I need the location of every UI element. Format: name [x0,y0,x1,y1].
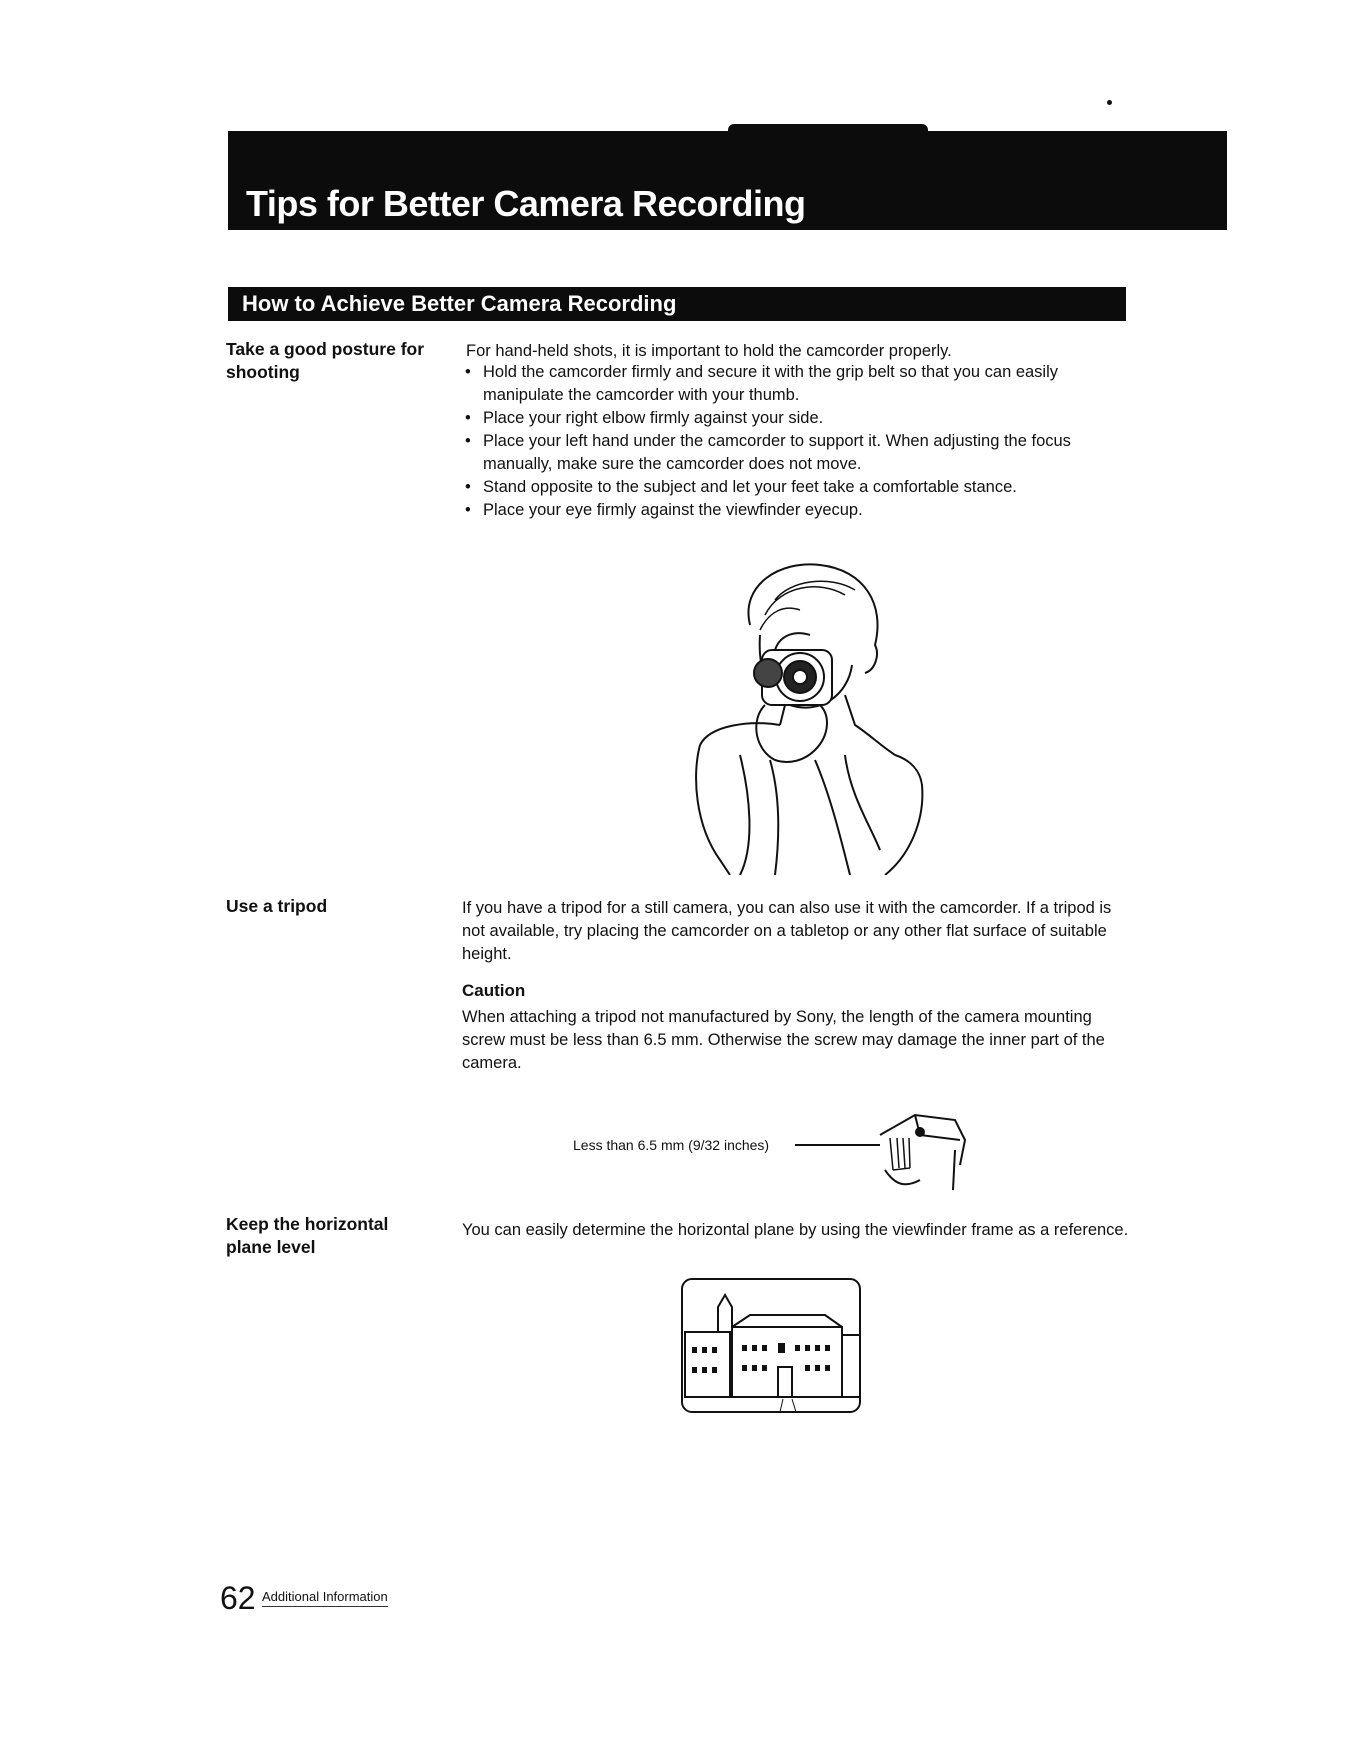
tripod-text: If you have a tripod for a still camera, you can also use it with the camcorder. If a tripod is not available, try placing the camcorder on a tabletop or any other flat surface of suitable height. [462,899,1112,963]
torso [696,723,922,875]
posture-illustration [680,555,930,875]
page-title: Tips for Better Camera Recording [246,183,806,224]
hands [756,705,827,762]
camera-base [880,1115,965,1165]
building-door [778,1367,792,1397]
camera-lens-center [793,670,807,684]
scan-mark [1107,100,1112,105]
posture-heading: Take a good posture for shooting [226,339,425,382]
title-bar [228,131,1227,230]
screw-diagram [795,1110,975,1195]
horizontal-heading: Keep the horizontal plane level [226,1214,389,1257]
left-arm [740,755,778,875]
camera-handle [775,633,810,650]
hair-strands [760,581,855,630]
viewfinder-illustration [680,1277,862,1414]
viewfinder-frame [682,1279,860,1412]
screw-label: Less than 6.5 mm (9/32 inches) [573,1137,770,1153]
posture-intro: For hand-held shots, it is important to hold the camcorder properly. [466,342,952,360]
screw-thread [890,1138,910,1170]
title-bar-tab [728,124,928,138]
section-title: How to Achieve Better Camera Recording [242,291,677,316]
screw-head [916,1128,924,1136]
caution-text: When attaching a tripod not manufactured by Sony, the length of the camera mounting screw must be less than 6.5 mm. Otherwise the screw may damage the inner part of the camera. [462,1008,1105,1072]
list-item: • Place your eye firmly against the viewfinder eyecup. [462,499,1132,522]
building-roof [732,1315,842,1327]
building-left-wing [685,1332,730,1397]
tripod-heading: Use a tripod [226,896,328,916]
list-item: • Stand opposite to the subject and let your feet take a comfortable stance. [462,476,1132,499]
camera-eyecup [754,659,782,687]
footer-section: Additional Information [262,1589,388,1607]
building-windows [692,1343,830,1373]
building-main [732,1327,842,1397]
caution-heading: Caution [462,981,526,1000]
horizontal-text: You can easily determine the horizontal plane by using the viewfinder frame as a reference. [462,1221,1129,1239]
posture-bullet-list [462,361,1132,522]
list-item: • Hold the camcorder firmly and secure it with the grip belt so that you can easily manipulate the camcorder with your thumb. [462,361,1132,407]
right-arm [815,755,880,875]
list-item: • Place your left hand under the camcorder to support it. When adjusting the focus manually, make sure the camcorder does not move. [462,430,1132,476]
section-bar [228,287,1126,321]
list-item: • Place your right elbow firmly against your side. [462,407,1132,430]
page-number: 62 [220,1580,256,1616]
path-lines [780,1399,796,1412]
building-right-wing [842,1335,860,1397]
